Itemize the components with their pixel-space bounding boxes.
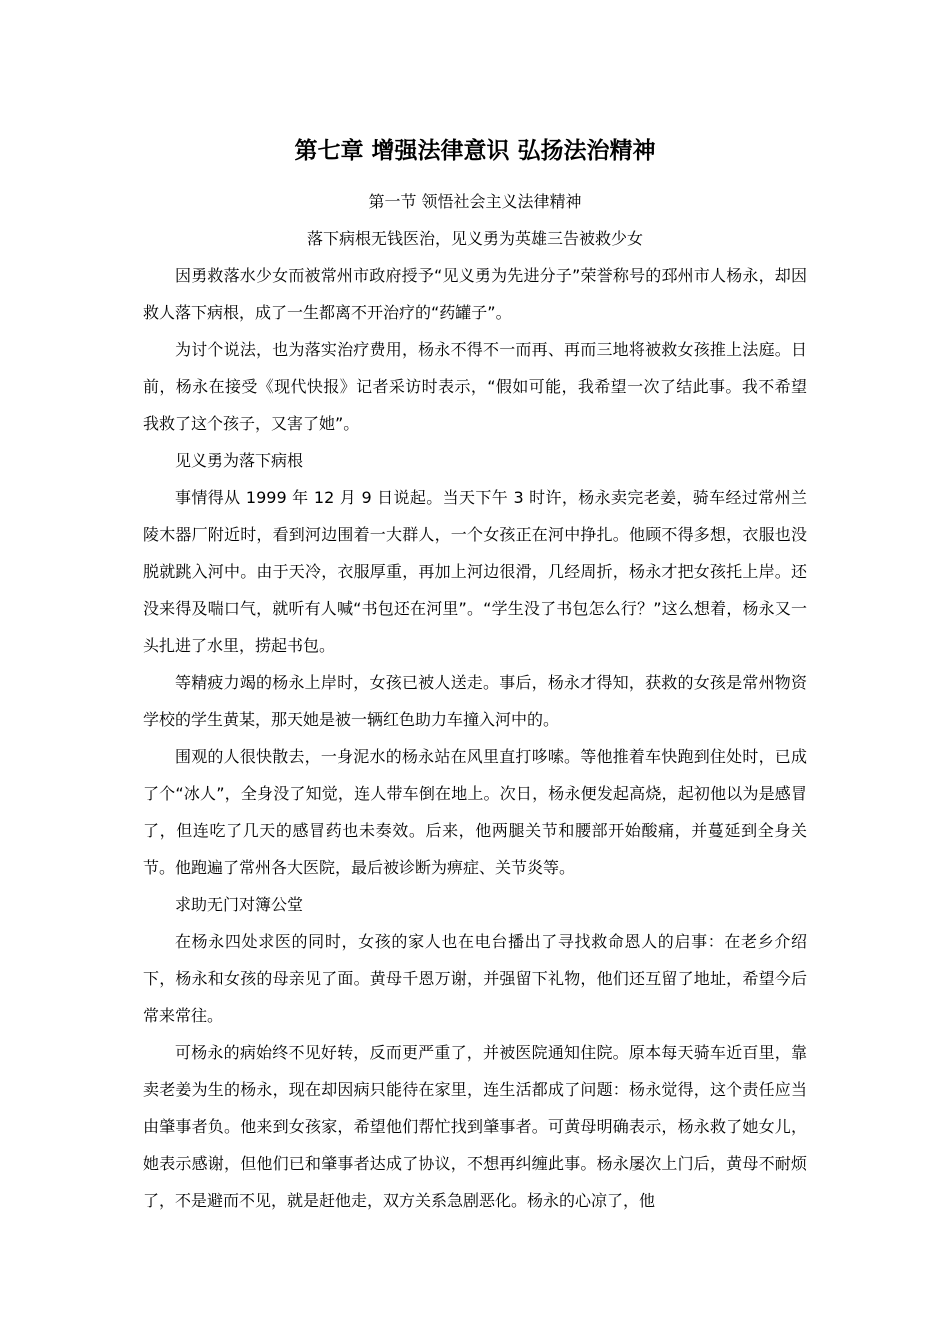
paragraph: 在杨永四处求医的同时，女孩的家人也在电台播出了寻找救命恩人的启事：在老乡介绍下，杨永和女孩的母亲见了面。黄母千恩万谢，并强留下礼物，他们还互留了地址，希望今后常来常往。	[143, 932, 807, 1025]
paragraph: 因勇救落水少女而被常州市政府授予“见义勇为先进分子”荣誉称号的邳州市人杨永，却因救人落下病根，成了一生都离不开治疗的“药罐子”。	[143, 266, 807, 322]
paragraph: 为讨个说法，也为落实治疗费用，杨永不得不一而再、再而三地将被救女孩推上法庭。日前，杨永在接受《现代快报》记者采访时表示，“假如可能，我希望一次了结此事。我不希望我救了这个孩子，又害了她”。	[143, 340, 807, 433]
article-headline: 落下病根无钱医治，见义勇为英雄三告被救少女	[306, 229, 643, 248]
article-body	[143, 257, 807, 1219]
chapter-title: 第七章 增强法律意识 弘扬法治精神	[294, 138, 656, 164]
paragraph: 围观的人很快散去，一身泥水的杨永站在风里直打哆嗦。等他推着车快跑到住处时，已成了个“冰人”，全身没了知觉，连人带车倒在地上。次日，杨永便发起高烧，起初他以为是感冒了，但连吃了几天的感冒药也未奏效。后来，他两腿关节和腰部开始酸痛，并蔓延到全身关节。他跑遍了常州各大医院，最后被诊断为痹症、关节炎等。	[143, 747, 807, 877]
sub-heading: 见义勇为落下病根	[175, 451, 304, 470]
paragraph: 事情得从 1999 年 12 月 9 日说起。当天下午 3 时许，杨永卖完老姜，骑车经过常州兰陵木器厂附近时，看到河边围着一大群人，一个女孩正在河中挣扎。他顾不得多想，衣服也没脱就跳入河中。由于天冷，衣服厚重，再加上河边很滑，几经周折，杨永才把女孩托上岸。还没来得及喘口气，就听有人喊“书包还在河里”。“学生没了书包怎么行？”这么想着，杨永又一头扎进了水里，捞起书包。	[143, 488, 807, 655]
sub-heading: 求助无门对簿公堂	[175, 895, 304, 914]
section-title: 第一节 领悟社会主义法律精神	[368, 192, 582, 211]
paragraph: 等精疲力竭的杨永上岸时，女孩已被人送走。事后，杨永才得知，获救的女孩是常州物资学校的学生黄某，那天她是被一辆红色助力车撞入河中的。	[143, 673, 807, 729]
paragraph: 可杨永的病始终不见好转，反而更严重了，并被医院通知住院。原本每天骑车近百里，靠卖老姜为生的杨永，现在却因病只能待在家里，连生活都成了问题：杨永觉得，这个责任应当由肇事者负。他来到女孩家，希望他们帮忙找到肇事者。可黄母明确表示，杨永救了她女儿，她表示感谢，但他们已和肇事者达成了协议，不想再纠缠此事。杨永屡次上门后，黄母不耐烦了，不是避而不见，就是赶他走，双方关系急剧恶化。杨永的心凉了，他	[143, 1043, 807, 1210]
